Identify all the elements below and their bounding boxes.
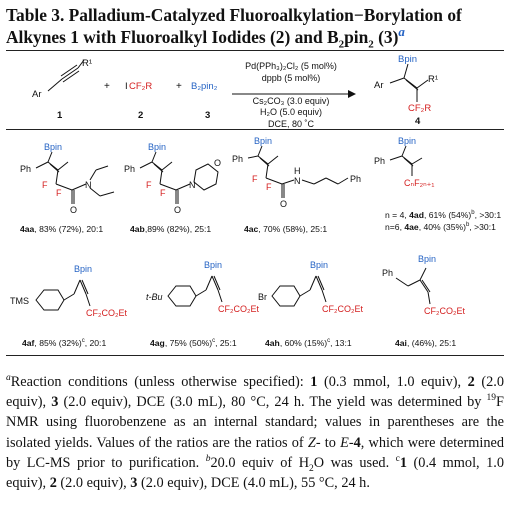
svg-text:CF₂CO₂Et: CF₂CO₂Et (218, 304, 259, 314)
svg-text:F: F (266, 182, 272, 192)
svg-text:Bpin: Bpin (418, 254, 437, 264)
product-4ab: 4ab,89% (82%), 25:1 (130, 224, 212, 234)
svg-text:+: + (176, 81, 182, 92)
svg-text:t-Bu: t-Bu (146, 292, 163, 302)
svg-text:O: O (174, 205, 182, 215)
svg-text:F: F (146, 180, 152, 190)
footnotes: $^a$Reaction conditions (unless otherwise specified): 1 (0.3 mmol, 1.0 equiv), 2 (2.0 equiv), 3 (2.0 equiv), DCE (3.0 mL), 80 °C, 24 h. The yield was determined by $^{19}$F NMR using fluorobenzene as an internal standard; values in parentheses are the isolated yields. Values of the ratios are the ratios of Z- to E-4, which were determined by LC-MS prior to purification. $^b$20.0 equiv of $H_2O$ was used. $^c$1 (0.4 mmol, 1.0 equiv), 2 (2.0 equiv), 3 (2.0 equiv), DCE (4.0 mL), 55 °C, 24 h. (6, 373, 504, 492)
svg-text:F: F (252, 174, 258, 184)
svg-text:Bpin: Bpin (310, 260, 329, 270)
svg-text:F: F (42, 180, 48, 190)
r1-label: R¹ (82, 58, 93, 69)
svg-text:Bpin: Bpin (74, 264, 93, 274)
ar-label: Ar (32, 89, 42, 100)
conditions (245, 61, 337, 129)
svg-text:dppb (5 mol%): dppb (5 mol%) (261, 73, 321, 83)
svg-text:Cs₂CO₃ (3.0 equiv): Cs₂CO₃ (3.0 equiv) (252, 96, 330, 106)
svg-text:H: H (294, 166, 301, 176)
compound-2: 2 (138, 110, 144, 121)
svg-text:CF₂CO₂Et: CF₂CO₂Et (322, 304, 363, 314)
svg-text:CF₂CO₂Et: CF₂CO₂Et (86, 308, 127, 318)
svg-text:R¹: R¹ (428, 74, 439, 85)
svg-text:Ph: Ph (350, 174, 362, 184)
product-4ae: n=6, 4ae, 40% $(35\%)^b$, >30:1 (385, 222, 496, 232)
svg-text:O: O (70, 205, 78, 215)
product-4ad: n = 4, 4ad, 61% $(54\%)^b$, >30:1 (385, 210, 502, 220)
svg-text:Ph: Ph (124, 164, 136, 174)
svg-text:Bpin: Bpin (398, 136, 417, 146)
svg-text:Br: Br (258, 292, 267, 302)
compound-1: 1 (57, 110, 63, 121)
svg-text:Ph: Ph (232, 154, 244, 164)
svg-text:CF₂CO₂Et: CF₂CO₂Et (424, 306, 465, 316)
compound-4: 4 (415, 116, 421, 127)
svg-text:N: N (85, 180, 92, 190)
svg-text:Bpin: Bpin (398, 54, 418, 65)
product-4af: 4af, 85% $(32\%)^c$, 20:1 (22, 338, 107, 348)
svg-text:O: O (214, 158, 222, 168)
svg-text:Ph: Ph (20, 164, 32, 174)
svg-text:Bpin: Bpin (204, 260, 223, 270)
product-4ag: 4ag, 75% $(50\%)^c$, 25:1 (150, 338, 237, 348)
svg-text:Bpin: Bpin (254, 136, 273, 146)
svg-text:H₂O (5.0 equiv): H₂O (5.0 equiv) (259, 107, 323, 117)
svg-text:Pd(PPh₃)₂Cl₂ (5 mol%): Pd(PPh₃)₂Cl₂ (5 mol%) (245, 61, 337, 71)
svg-text:Ph: Ph (382, 268, 394, 278)
svg-text:CF₂R: CF₂R (408, 103, 432, 114)
table-title: Table 3. Palladium-Catalyzed Fluoroalkylation−Borylation of Alkynes 1 with Fluoroalkyl Iodides (2) and $B_2pin_2$ $(3)^a$ (6, 5, 462, 51)
svg-text:I: I (125, 81, 128, 92)
svg-text:F: F (56, 188, 62, 198)
svg-text:Ar: Ar (374, 80, 384, 91)
svg-text:Bpin: Bpin (44, 142, 63, 152)
svg-text:+: + (104, 81, 110, 92)
svg-text:CₙF₂ₙ₊₁: CₙF₂ₙ₊₁ (404, 178, 435, 188)
svg-text:Bpin: Bpin (148, 142, 167, 152)
product-4aa: 4aa, 83% (72%), 20:1 (20, 224, 104, 234)
svg-text:N: N (294, 176, 301, 186)
cf2r-label: CF₂R (129, 81, 153, 92)
svg-text:Ph: Ph (374, 156, 386, 166)
svg-text:N: N (189, 180, 196, 190)
product-4ac: 4ac, 70% (58%), 25:1 (244, 224, 328, 234)
product-4ai: 4ai, (46%), 25:1 (395, 338, 457, 348)
b2pin2-label: B₂pin₂ (191, 81, 218, 92)
svg-text:DCE, 80 ˚C: DCE, 80 ˚C (267, 119, 315, 129)
compound-3: 3 (205, 110, 211, 121)
product-4ah: 4ah, 60% $(15\%)^c$, 13:1 (265, 338, 352, 348)
svg-text:TMS: TMS (10, 296, 29, 306)
svg-text:F: F (160, 188, 166, 198)
svg-text:O: O (280, 199, 288, 209)
